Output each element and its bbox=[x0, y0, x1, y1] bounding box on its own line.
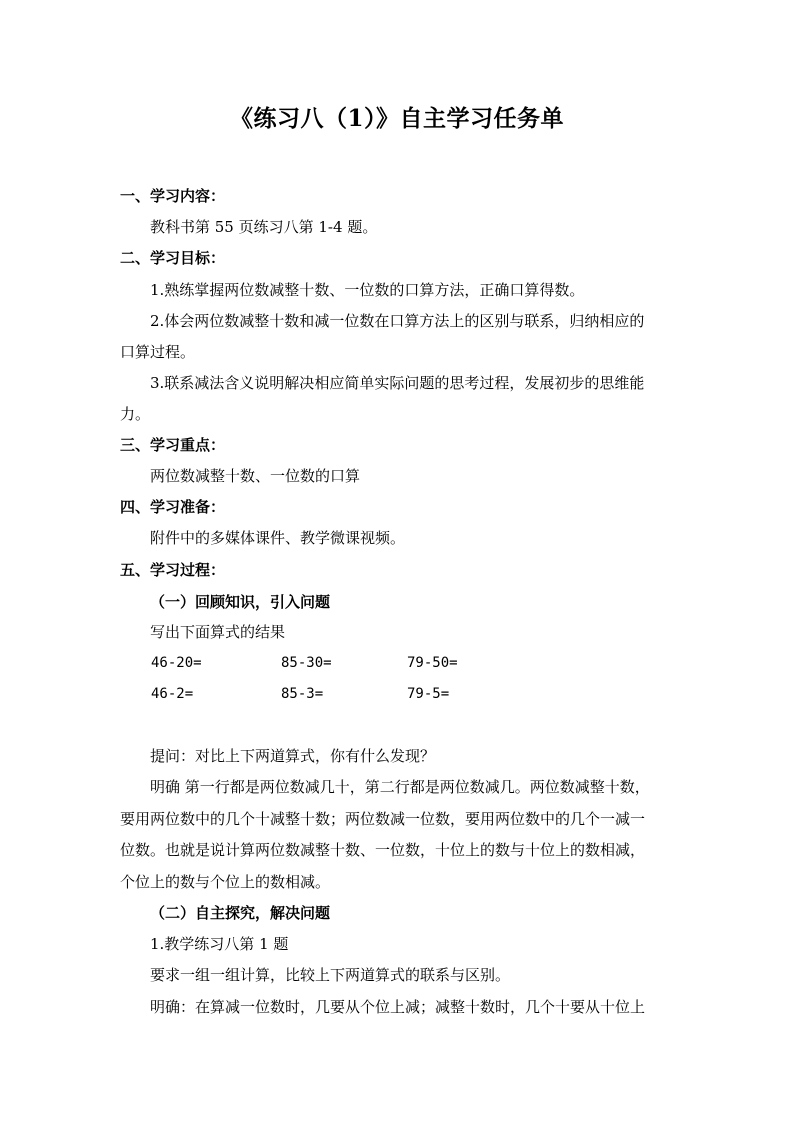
equation: 46-20= bbox=[151, 655, 202, 671]
section-3-text: 两位数减整十数、一位数的口算 bbox=[150, 467, 361, 485]
question-text: 提问：对比上下两道算式，你有什么发现？ bbox=[150, 747, 436, 765]
clarify-line-4: 个位上的数与个位上的数相减。 bbox=[120, 873, 331, 891]
goal-2-line-1: 2.体会两位数减整十数和减一位数在口算方法上的区别与联系，归纳相应的 bbox=[150, 312, 645, 330]
equation: 79-5= bbox=[407, 686, 450, 702]
document-title: 《练习八（1）》自主学习任务单 bbox=[229, 105, 564, 132]
equation: 85-3= bbox=[281, 686, 324, 702]
section-1-text: 教科书第 55 页练习八第 1-4 题。 bbox=[150, 218, 378, 236]
clarify-line-3: 位数。也就是说计算两位数减整十数、一位数，十位上的数与十位上的数相减， bbox=[120, 841, 646, 859]
subsection-2-heading: （二）自主探究，解决问题 bbox=[150, 904, 331, 922]
goal-2-line-2: 口算过程。 bbox=[120, 343, 196, 361]
exercise-1-clarify: 明确：在算减一位数时，几要从个位上减；减整十数时，几个十要从十位上 bbox=[150, 998, 646, 1016]
section-4-heading: 四、学习准备： bbox=[120, 498, 226, 516]
section-4-text: 附件中的多媒体课件、教学微课视频。 bbox=[150, 529, 406, 547]
equation: 79-50= bbox=[407, 655, 458, 671]
section-5-heading: 五、学习过程： bbox=[120, 561, 226, 579]
clarify-line-1: 明确 第一行都是两位数减几十，第二行都是两位数减几。两位数减整十数， bbox=[150, 778, 650, 796]
equation: 46-2= bbox=[151, 686, 194, 702]
clarify-line-2: 要用两位数中的几个十减整十数；两位数减一位数，要用两位数中的几个一减一 bbox=[120, 810, 646, 828]
section-2-heading: 二、学习目标： bbox=[120, 249, 226, 267]
goal-3-line-2: 力。 bbox=[120, 405, 151, 423]
section-1-heading: 一、学习内容： bbox=[120, 187, 226, 205]
task-instruction: 写出下面算式的结果 bbox=[150, 623, 286, 641]
goal-3-line-1: 3.联系减法含义说明解决相应简单实际问题的思考过程，发展初步的思维能 bbox=[150, 374, 645, 392]
equation: 85-30= bbox=[281, 655, 332, 671]
goal-1: 1.熟练掌握两位数减整十数、一位数的口算方法，正确口算得数。 bbox=[150, 281, 585, 299]
exercise-1-requirement: 要求一组一组计算，比较上下两道算式的联系与区别。 bbox=[150, 966, 511, 984]
subsection-1-heading: （一）回顾知识，引入问题 bbox=[150, 593, 331, 611]
section-3-heading: 三、学习重点： bbox=[120, 436, 226, 454]
exercise-1-title: 1.教学练习八第 1 题 bbox=[150, 935, 289, 953]
